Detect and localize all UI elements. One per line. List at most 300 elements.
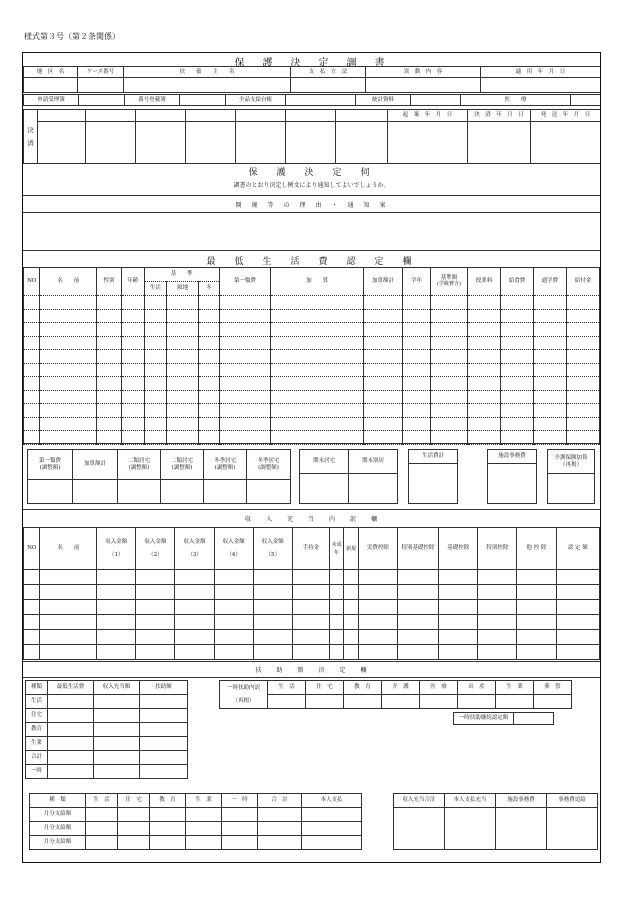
cell[interactable] xyxy=(556,645,599,660)
cell[interactable] xyxy=(199,404,220,418)
cell[interactable] xyxy=(430,377,467,391)
cell[interactable] xyxy=(430,417,467,431)
cell[interactable] xyxy=(214,645,253,660)
cell[interactable] xyxy=(566,296,599,310)
stamp-cell[interactable] xyxy=(38,110,86,122)
cell[interactable] xyxy=(136,615,175,630)
care-insurance-value[interactable] xyxy=(548,474,595,504)
cell[interactable] xyxy=(566,309,599,323)
cell[interactable] xyxy=(403,377,431,391)
cell[interactable] xyxy=(517,600,556,615)
cell[interactable] xyxy=(403,336,431,350)
cell[interactable] xyxy=(48,723,94,737)
cell[interactable] xyxy=(136,570,175,585)
cell[interactable] xyxy=(500,336,533,350)
cell[interactable] xyxy=(219,363,271,377)
cell[interactable] xyxy=(344,615,358,630)
cell[interactable] xyxy=(291,78,366,93)
cell[interactable] xyxy=(86,836,118,850)
cell[interactable] xyxy=(167,323,199,337)
cell[interactable] xyxy=(439,585,478,600)
cell[interactable] xyxy=(500,377,533,391)
cell[interactable] xyxy=(344,570,358,585)
cell[interactable] xyxy=(468,296,501,310)
cell[interactable] xyxy=(478,645,517,660)
cell[interactable] xyxy=(430,390,467,404)
cell[interactable] xyxy=(271,363,364,377)
cell[interactable] xyxy=(439,645,478,660)
cell[interactable] xyxy=(40,390,97,404)
cell[interactable] xyxy=(363,363,402,377)
cell[interactable] xyxy=(167,309,199,323)
cell[interactable] xyxy=(500,350,533,364)
cell[interactable] xyxy=(40,431,97,445)
cell[interactable] xyxy=(533,431,566,445)
cell[interactable] xyxy=(517,570,556,585)
cell[interactable] xyxy=(403,363,431,377)
cell[interactable] xyxy=(94,709,140,723)
cell[interactable] xyxy=(566,404,599,418)
cell[interactable] xyxy=(403,350,431,364)
cell[interactable] xyxy=(121,377,144,391)
cell[interactable] xyxy=(271,296,364,310)
cell[interactable] xyxy=(140,765,188,779)
cell[interactable] xyxy=(214,630,253,645)
cell[interactable] xyxy=(394,808,445,850)
cell[interactable] xyxy=(24,570,40,585)
cell[interactable] xyxy=(468,336,501,350)
cell[interactable] xyxy=(97,585,136,600)
cell[interactable] xyxy=(271,377,364,391)
cell[interactable] xyxy=(199,296,220,310)
cell[interactable] xyxy=(363,390,402,404)
cell[interactable] xyxy=(517,645,556,660)
cell[interactable] xyxy=(517,630,556,645)
cell[interactable] xyxy=(40,323,97,337)
cell[interactable] xyxy=(97,630,136,645)
cell[interactable] xyxy=(24,390,40,404)
cell[interactable] xyxy=(500,309,533,323)
cell[interactable] xyxy=(258,822,302,836)
cell[interactable] xyxy=(94,737,140,751)
cell[interactable] xyxy=(97,363,122,377)
cell[interactable] xyxy=(363,350,402,364)
cell[interactable] xyxy=(517,615,556,630)
cell[interactable] xyxy=(167,296,199,310)
cell[interactable] xyxy=(271,350,364,364)
cell[interactable] xyxy=(86,808,118,822)
cell[interactable] xyxy=(292,600,329,615)
cell[interactable] xyxy=(329,570,343,585)
cell[interactable] xyxy=(358,570,397,585)
cell[interactable] xyxy=(358,615,397,630)
stamp-cell[interactable] xyxy=(136,122,186,164)
cell[interactable] xyxy=(271,431,364,445)
cell[interactable] xyxy=(24,323,40,337)
cell[interactable] xyxy=(430,350,467,364)
cell[interactable] xyxy=(468,390,501,404)
cell[interactable] xyxy=(121,404,144,418)
cell[interactable] xyxy=(175,630,214,645)
cell[interactable] xyxy=(199,390,220,404)
cell[interactable] xyxy=(167,431,199,445)
cell[interactable] xyxy=(329,645,343,660)
cell[interactable] xyxy=(40,363,97,377)
cell[interactable] xyxy=(349,474,398,504)
cell[interactable] xyxy=(24,336,40,350)
cell[interactable] xyxy=(430,296,467,310)
cell[interactable] xyxy=(329,600,343,615)
cell[interactable] xyxy=(136,600,175,615)
cell[interactable] xyxy=(199,309,220,323)
cell[interactable] xyxy=(40,336,97,350)
cell[interactable] xyxy=(468,404,501,418)
cell[interactable] xyxy=(533,404,566,418)
cell[interactable] xyxy=(571,95,601,106)
cell[interactable] xyxy=(24,615,40,630)
cell[interactable] xyxy=(144,390,167,404)
cell[interactable] xyxy=(363,417,402,431)
cell[interactable] xyxy=(121,431,144,445)
cell[interactable] xyxy=(439,615,478,630)
cell[interactable] xyxy=(121,363,144,377)
cell[interactable] xyxy=(97,336,122,350)
cell[interactable] xyxy=(97,615,136,630)
cell[interactable] xyxy=(253,600,292,615)
cell[interactable] xyxy=(302,822,362,836)
stamp-cell[interactable] xyxy=(38,122,86,164)
stamp-cell[interactable] xyxy=(186,110,236,122)
cell[interactable] xyxy=(344,645,358,660)
cell[interactable] xyxy=(556,630,599,645)
cell[interactable] xyxy=(144,363,167,377)
cell[interactable] xyxy=(468,431,501,445)
cell[interactable] xyxy=(329,630,343,645)
stamp-cell[interactable] xyxy=(86,110,136,122)
cell[interactable] xyxy=(533,363,566,377)
cell[interactable] xyxy=(186,808,222,822)
cell[interactable] xyxy=(403,309,431,323)
cell[interactable] xyxy=(121,417,144,431)
cell[interactable] xyxy=(397,645,438,660)
cell[interactable] xyxy=(175,585,214,600)
cell[interactable] xyxy=(566,417,599,431)
cell[interactable] xyxy=(222,822,258,836)
cell[interactable] xyxy=(478,585,517,600)
cell[interactable] xyxy=(219,417,271,431)
stamp-cell[interactable] xyxy=(236,110,286,122)
cell[interactable] xyxy=(118,822,150,836)
cell[interactable] xyxy=(97,645,136,660)
cell[interactable] xyxy=(40,309,97,323)
cell[interactable] xyxy=(439,600,478,615)
cell[interactable] xyxy=(566,336,599,350)
cell[interactable] xyxy=(219,323,271,337)
cell[interactable] xyxy=(500,390,533,404)
cell[interactable] xyxy=(271,404,364,418)
cell[interactable] xyxy=(121,350,144,364)
cell[interactable] xyxy=(430,363,467,377)
cell[interactable] xyxy=(430,336,467,350)
cell[interactable] xyxy=(363,336,402,350)
cell[interactable] xyxy=(40,645,97,660)
cell[interactable] xyxy=(175,615,214,630)
cell[interactable] xyxy=(144,377,167,391)
cell[interactable] xyxy=(48,709,94,723)
cell[interactable] xyxy=(358,645,397,660)
cell[interactable] xyxy=(268,695,306,709)
cell[interactable] xyxy=(40,404,97,418)
cell[interactable] xyxy=(40,417,97,431)
cell[interactable] xyxy=(366,78,481,93)
cell[interactable] xyxy=(556,600,599,615)
cell[interactable] xyxy=(556,585,599,600)
living-total-value[interactable] xyxy=(409,464,458,504)
cell[interactable] xyxy=(478,630,517,645)
cell[interactable] xyxy=(136,585,175,600)
cell[interactable] xyxy=(40,615,97,630)
cell[interactable] xyxy=(175,645,214,660)
cell[interactable] xyxy=(306,695,344,709)
cell[interactable] xyxy=(566,363,599,377)
cell[interactable] xyxy=(292,570,329,585)
cell[interactable] xyxy=(121,390,144,404)
cell[interactable] xyxy=(468,417,501,431)
draft-date[interactable] xyxy=(388,122,468,164)
cell[interactable] xyxy=(118,480,161,504)
cell[interactable] xyxy=(292,645,329,660)
cell[interactable] xyxy=(97,600,136,615)
cell[interactable] xyxy=(24,600,40,615)
cell[interactable] xyxy=(214,600,253,615)
cell[interactable] xyxy=(167,377,199,391)
cell[interactable] xyxy=(411,95,461,106)
cell[interactable] xyxy=(97,404,122,418)
cell[interactable] xyxy=(397,615,438,630)
cell[interactable] xyxy=(247,480,291,504)
cell[interactable] xyxy=(167,390,199,404)
cell[interactable] xyxy=(24,363,40,377)
cell[interactable] xyxy=(175,570,214,585)
cell[interactable] xyxy=(500,296,533,310)
cell[interactable] xyxy=(403,390,431,404)
cell[interactable] xyxy=(566,390,599,404)
cell[interactable] xyxy=(48,751,94,765)
cell[interactable] xyxy=(533,336,566,350)
cell[interactable] xyxy=(439,570,478,585)
cell[interactable] xyxy=(48,737,94,751)
cell[interactable] xyxy=(161,480,204,504)
cell[interactable] xyxy=(382,695,420,709)
cell[interactable] xyxy=(430,309,467,323)
cell[interactable] xyxy=(344,600,358,615)
cell[interactable] xyxy=(121,323,144,337)
cell[interactable] xyxy=(468,363,501,377)
stamp-cell[interactable] xyxy=(136,110,186,122)
cell[interactable] xyxy=(271,390,364,404)
cell[interactable] xyxy=(121,309,144,323)
stamp-cell[interactable] xyxy=(336,110,388,122)
cell[interactable] xyxy=(458,695,496,709)
cell[interactable] xyxy=(481,78,601,93)
cell[interactable] xyxy=(136,630,175,645)
cell[interactable] xyxy=(48,695,94,709)
cell[interactable] xyxy=(175,600,214,615)
cell[interactable] xyxy=(292,585,329,600)
cell[interactable] xyxy=(199,350,220,364)
lump-continuation-value[interactable] xyxy=(514,713,554,725)
cell[interactable] xyxy=(94,751,140,765)
cell[interactable] xyxy=(358,600,397,615)
cell[interactable] xyxy=(496,808,547,850)
stamp-cell[interactable] xyxy=(236,122,286,164)
cell[interactable] xyxy=(363,309,402,323)
cell[interactable] xyxy=(199,336,220,350)
cell[interactable] xyxy=(329,585,343,600)
cell[interactable] xyxy=(329,615,343,630)
cell[interactable] xyxy=(439,630,478,645)
cell[interactable] xyxy=(222,836,258,850)
cell[interactable] xyxy=(403,323,431,337)
cell[interactable] xyxy=(500,404,533,418)
cell[interactable] xyxy=(478,600,517,615)
cell[interactable] xyxy=(363,296,402,310)
cell[interactable] xyxy=(420,695,458,709)
cell[interactable] xyxy=(403,431,431,445)
cell[interactable] xyxy=(214,615,253,630)
reason-text-area[interactable] xyxy=(23,213,600,249)
cell[interactable] xyxy=(73,480,118,504)
cell[interactable] xyxy=(199,417,220,431)
cell[interactable] xyxy=(253,645,292,660)
cell[interactable] xyxy=(500,417,533,431)
cell[interactable] xyxy=(79,95,125,106)
cell[interactable] xyxy=(517,585,556,600)
cell[interactable] xyxy=(144,417,167,431)
cell[interactable] xyxy=(24,417,40,431)
cell[interactable] xyxy=(97,323,122,337)
cell[interactable] xyxy=(140,723,188,737)
cell[interactable] xyxy=(397,570,438,585)
cell[interactable] xyxy=(219,377,271,391)
cell[interactable] xyxy=(363,404,402,418)
cell[interactable] xyxy=(397,630,438,645)
cell[interactable] xyxy=(468,323,501,337)
cell[interactable] xyxy=(271,336,364,350)
cell[interactable] xyxy=(118,836,150,850)
cell[interactable] xyxy=(397,600,438,615)
cell[interactable] xyxy=(204,480,247,504)
cell[interactable] xyxy=(150,822,186,836)
cell[interactable] xyxy=(144,404,167,418)
cell[interactable] xyxy=(167,336,199,350)
cell[interactable] xyxy=(286,95,356,106)
cell[interactable] xyxy=(140,737,188,751)
cell[interactable] xyxy=(403,296,431,310)
cell[interactable] xyxy=(534,695,572,709)
cell[interactable] xyxy=(547,808,598,850)
cell[interactable] xyxy=(253,630,292,645)
cell[interactable] xyxy=(478,570,517,585)
cell[interactable] xyxy=(363,323,402,337)
cell[interactable] xyxy=(566,350,599,364)
cell[interactable] xyxy=(97,309,122,323)
stamp-cell[interactable] xyxy=(286,110,336,122)
cell[interactable] xyxy=(478,615,517,630)
cell[interactable] xyxy=(97,390,122,404)
cell[interactable] xyxy=(219,336,271,350)
cell[interactable] xyxy=(533,390,566,404)
cell[interactable] xyxy=(253,615,292,630)
cell[interactable] xyxy=(363,431,402,445)
cell[interactable] xyxy=(468,377,501,391)
cell[interactable] xyxy=(78,78,124,93)
cell[interactable] xyxy=(167,404,199,418)
cell[interactable] xyxy=(468,309,501,323)
stamp-cell[interactable] xyxy=(186,122,236,164)
cell[interactable] xyxy=(300,474,349,504)
cell[interactable] xyxy=(496,695,534,709)
cell[interactable] xyxy=(258,836,302,850)
cell[interactable] xyxy=(219,309,271,323)
stamp-cell[interactable] xyxy=(86,122,136,164)
stamp-cell[interactable] xyxy=(336,122,388,164)
cell[interactable] xyxy=(144,323,167,337)
cell[interactable] xyxy=(199,363,220,377)
cell[interactable] xyxy=(566,323,599,337)
cell[interactable] xyxy=(144,336,167,350)
cell[interactable] xyxy=(533,350,566,364)
cell[interactable] xyxy=(302,836,362,850)
cell[interactable] xyxy=(302,808,362,822)
cell[interactable] xyxy=(468,350,501,364)
cell[interactable] xyxy=(533,296,566,310)
cell[interactable] xyxy=(219,296,271,310)
cell[interactable] xyxy=(140,751,188,765)
cell[interactable] xyxy=(124,78,291,93)
approve-date[interactable] xyxy=(468,122,531,164)
cell[interactable] xyxy=(136,645,175,660)
cell[interactable] xyxy=(24,431,40,445)
cell[interactable] xyxy=(271,417,364,431)
cell[interactable] xyxy=(121,336,144,350)
cell[interactable] xyxy=(24,585,40,600)
cell[interactable] xyxy=(445,808,496,850)
cell[interactable] xyxy=(97,377,122,391)
cell[interactable] xyxy=(180,95,226,106)
cell[interactable] xyxy=(358,585,397,600)
cell[interactable] xyxy=(271,323,364,337)
cell[interactable] xyxy=(86,822,118,836)
stamp-cell[interactable] xyxy=(286,122,336,164)
cell[interactable] xyxy=(403,404,431,418)
cell[interactable] xyxy=(199,431,220,445)
cell[interactable] xyxy=(199,323,220,337)
cell[interactable] xyxy=(403,417,431,431)
cell[interactable] xyxy=(144,350,167,364)
cell[interactable] xyxy=(363,377,402,391)
cell[interactable] xyxy=(24,645,40,660)
cell[interactable] xyxy=(430,404,467,418)
cell[interactable] xyxy=(94,765,140,779)
cell[interactable] xyxy=(271,309,364,323)
cell[interactable] xyxy=(214,585,253,600)
cell[interactable] xyxy=(121,296,144,310)
cell[interactable] xyxy=(566,431,599,445)
cell[interactable] xyxy=(40,585,97,600)
cell[interactable] xyxy=(40,296,97,310)
cell[interactable] xyxy=(97,570,136,585)
